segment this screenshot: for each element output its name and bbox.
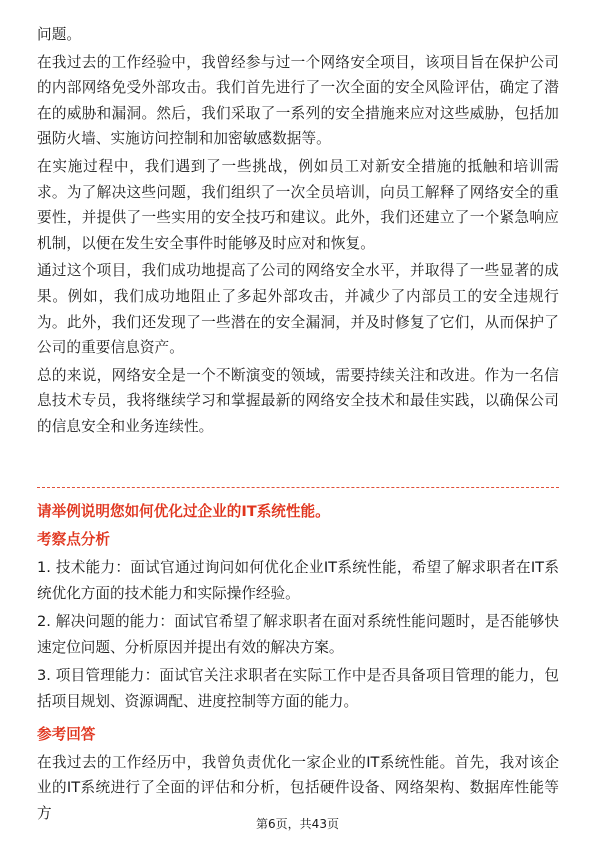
answer-heading: 参考回答 [37, 725, 96, 743]
question-section [37, 500, 559, 826]
paragraph-challenges: 在实施过程中，我们遇到了一些挑战，例如员工对新安全措施的抵触和培训需求。为了解决这些问题，我们组织了一次全员培训，向员工解释了网络安全的重要性，并提供了一些实用的安全技巧和建议。此外，我们还建立了一个紧急响应机制，以便在发生安全事件时能够及时应对和恢复。 [37, 157, 559, 252]
question-title: 请举例说明您如何优化过企业的IT系统性能。 [37, 503, 330, 520]
paragraph-results: 通过这个项目，我们成功地提高了公司的网络安全水平，并取得了一些显著的成果。例如，我们成功地阻止了多起外部攻击，并减少了内部员工的安全违规行为。此外，我们还发现了一些潜在的安全漏洞，并及时修复了它们，从而保护了公司的重要信息资产。 [37, 262, 559, 357]
analysis-item-project-management: 3. 项目管理能力：面试官关注求职者在实际工作中是否具备项目管理的能力，包括项目规划、资源调配、进度控制等方面的能力。 [37, 667, 559, 710]
paragraph-summary: 总的来说，网络安全是一个不断演变的领域，需要持续关注和改进。作为一名信息技术专员，我将继续学习和掌握最新的网络安全技术和最佳实践，以确保公司的信息安全和业务连续性。 [37, 366, 559, 435]
paragraph-project-intro: 在我过去的工作经验中，我曾经参与过一个网络安全项目，该项目旨在保护公司的内部网络免受外部攻击。我们首先进行了一次全面的安全风险评估，确定了潜在的威胁和漏洞。然后，我们采取了一系列的安全措施来应对这些威胁，包括加强防火墙、实施访问控制和加密敏感数据等。 [37, 53, 559, 148]
section-divider [37, 487, 559, 488]
analysis-item-technical: 1. 技术能力：面试官通过询问如何优化企业IT系统性能，希望了解求职者在IT系统优化方面的技术能力和实际操作经验。 [37, 559, 559, 602]
analysis-item-problem-solving: 2. 解决问题的能力：面试官希望了解求职者在面对系统性能问题时，是否能够快速定位问题、分析原因并提出有效的解决方案。 [37, 613, 559, 656]
answer-text: 在我过去的工作经历中，我曾负责优化一家企业的IT系统性能。首先，我对该企业的IT系统进行了全面的评估和分析，包括硬件设备、网络架构、数据库性能等方 [37, 753, 559, 822]
page-number: 第6页，共43页 [256, 817, 339, 831]
analysis-heading: 考察点分析 [37, 531, 110, 548]
answer-body-top [37, 22, 559, 440]
paragraph-continuation: 问题。 [37, 26, 82, 43]
